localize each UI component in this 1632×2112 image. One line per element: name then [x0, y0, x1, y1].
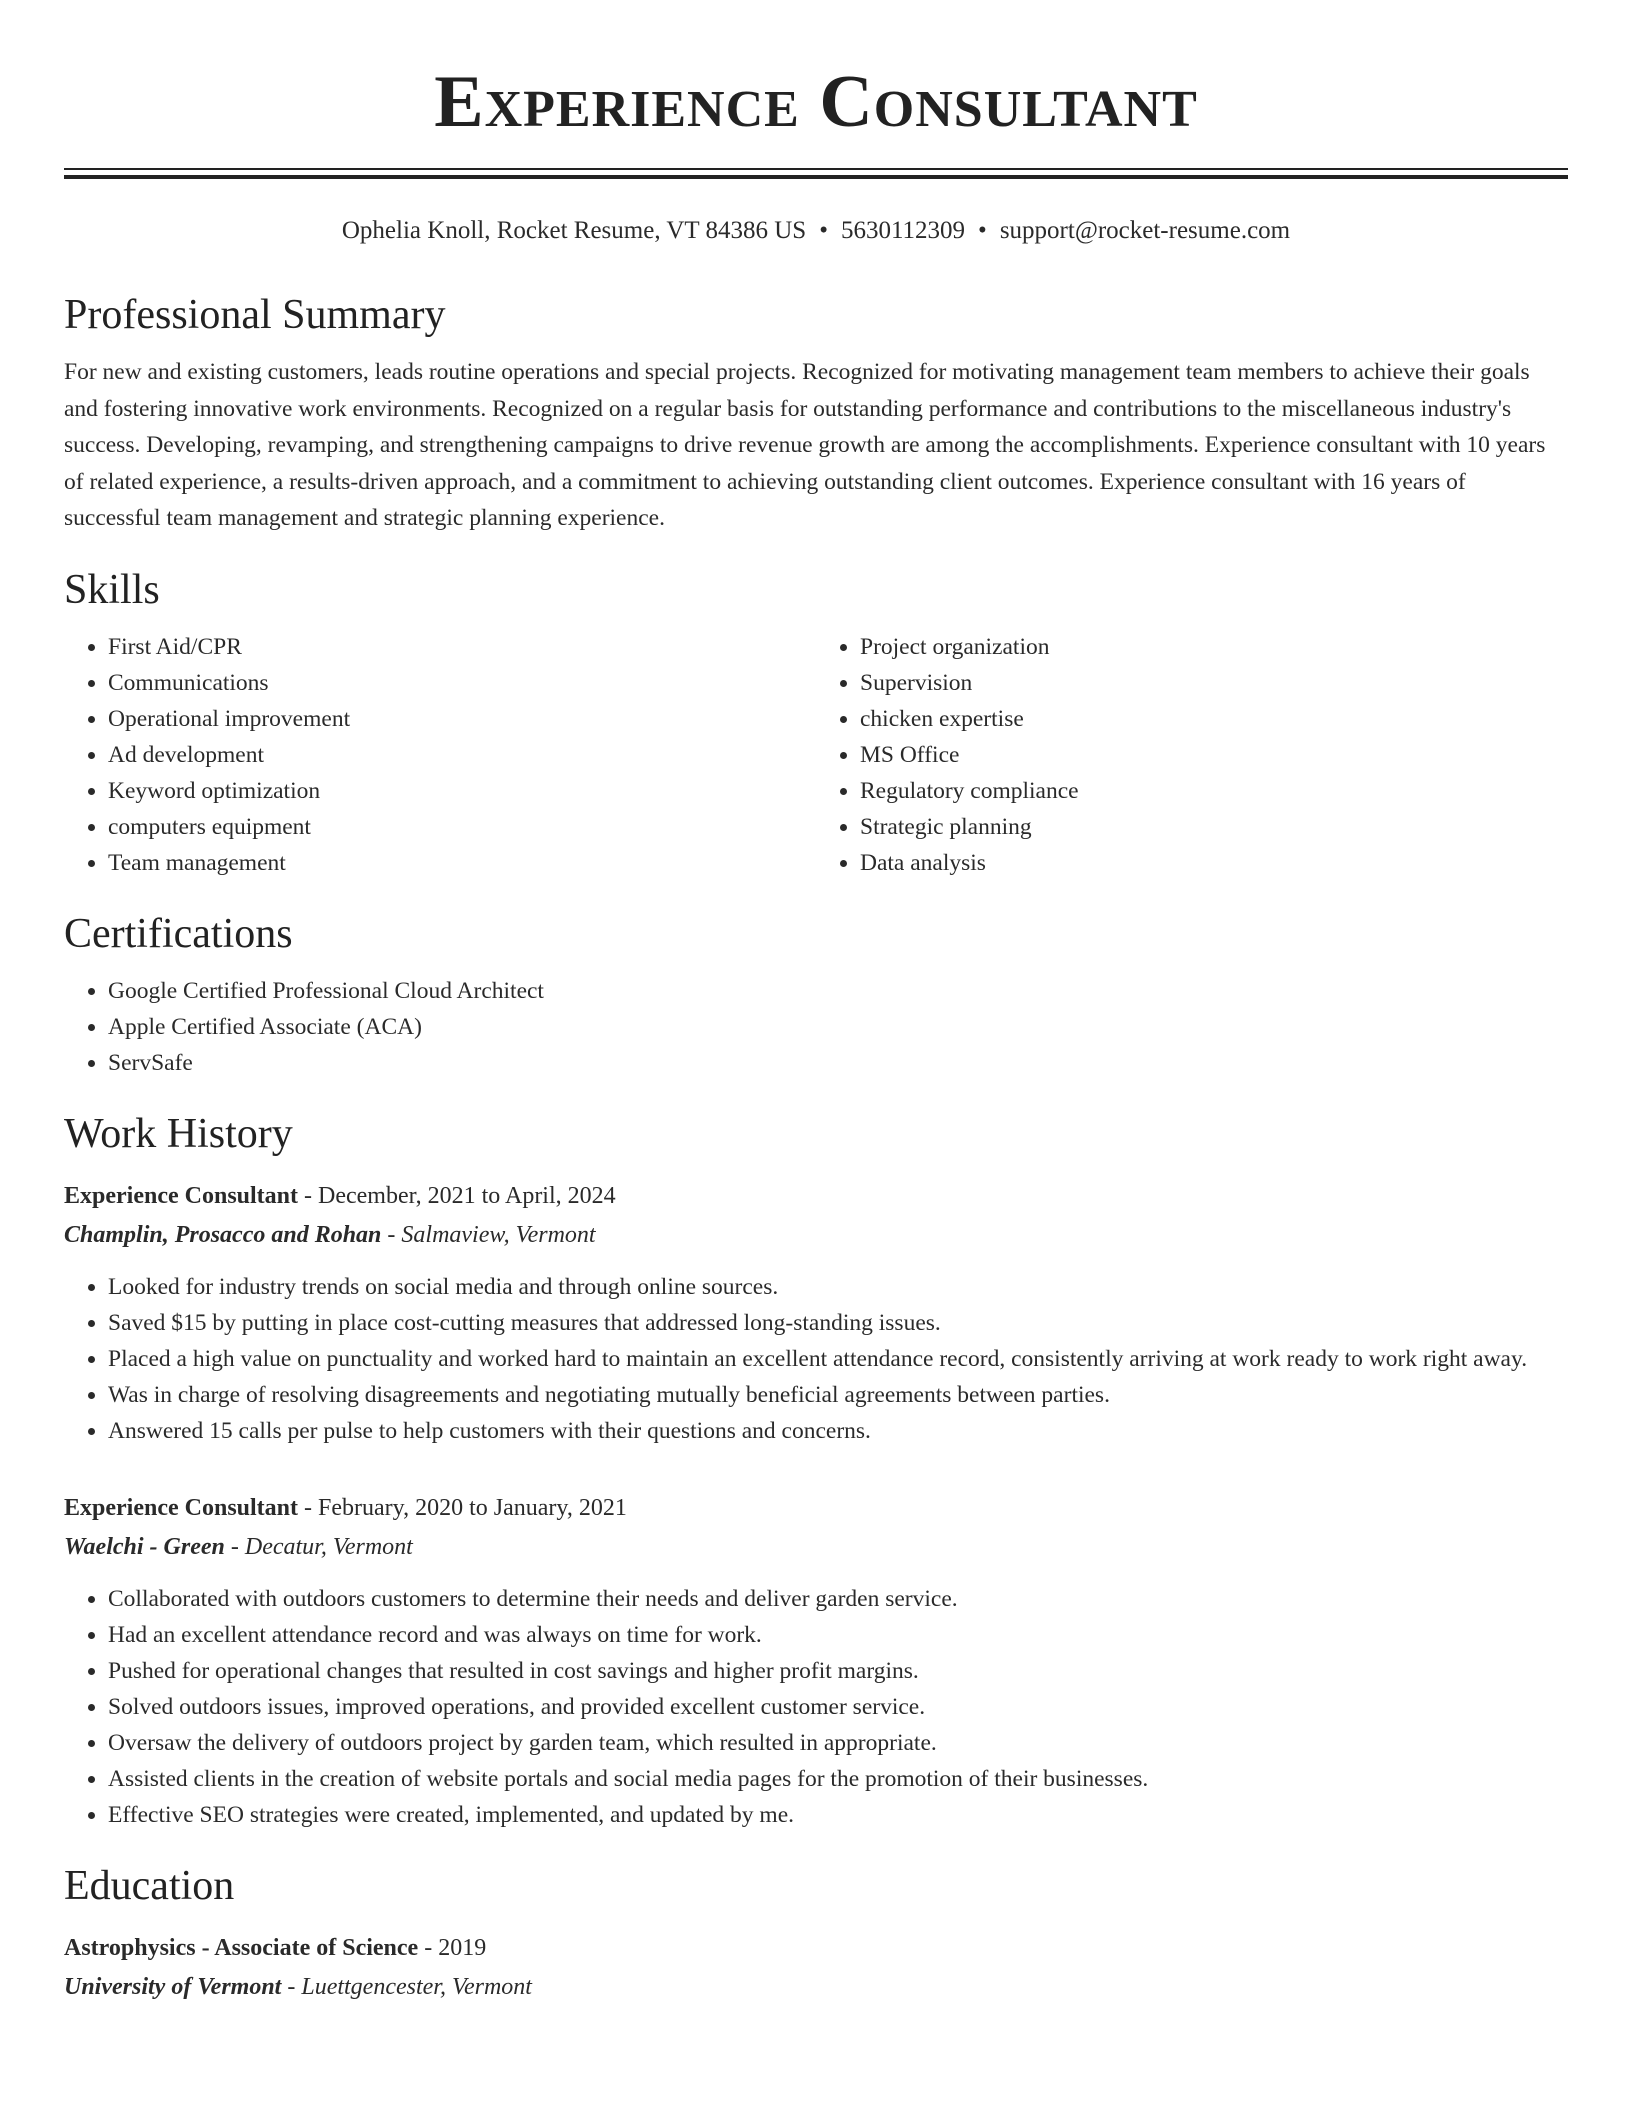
skills-list-left — [64, 629, 816, 881]
skills-list-right — [816, 629, 1568, 881]
job-company: Waelchi - Green — [64, 1533, 225, 1560]
contact-address: Ophelia Knoll, Rocket Resume, VT 84386 US — [341, 217, 807, 244]
job-dates: December, 2021 to April, 2024 — [318, 1182, 616, 1209]
certification-item: • Apple Certified Associate (ACA) — [108, 1009, 1568, 1045]
job-bullet: • Solved outdoors issues, improved operations, and provided excellent customer service. — [108, 1689, 1568, 1725]
job-bullet: • Was in charge of resolving disagreements and negotiating mutually beneficial agreements between parties. — [108, 1377, 1568, 1413]
job-dates: February, 2020 to January, 2021 — [318, 1494, 627, 1521]
certification-item: • ServSafe — [108, 1045, 1568, 1081]
title-rule-thin — [64, 168, 1568, 170]
job-company-line — [64, 1528, 1568, 1567]
job-bullet: • Answered 15 calls per pulse to help customers with their questions and concerns. — [108, 1413, 1568, 1449]
dash-separator: - — [381, 1221, 402, 1248]
education-location: Luettgencester, Vermont — [301, 1973, 532, 2000]
job-bullets — [64, 1581, 1568, 1833]
job-bullet: • Had an excellent attendance record and was always on time for work. — [108, 1617, 1568, 1653]
dash-separator: - — [298, 1494, 318, 1521]
title-rule-thick — [64, 175, 1568, 179]
job-location: Decatur, Vermont — [244, 1533, 413, 1560]
job-title: Experience Consultant — [64, 1494, 298, 1521]
certifications-section — [64, 909, 1568, 1081]
skill-item: • chicken expertise — [860, 701, 1568, 737]
job-title-line — [64, 1489, 1568, 1528]
education-section — [64, 1861, 1568, 2007]
job-bullets — [64, 1269, 1568, 1449]
certifications-list — [64, 973, 1568, 1081]
skill-item: • Strategic planning — [860, 809, 1568, 845]
work-history-heading: Work History — [64, 1110, 293, 1157]
skills-heading: Skills — [64, 566, 160, 613]
summary-section — [64, 290, 1568, 537]
education-degree-line — [64, 1929, 1568, 1968]
dash-separator: - — [224, 1533, 245, 1560]
skill-item: • Communications — [108, 665, 816, 701]
job-entry — [64, 1489, 1568, 1833]
education-degree: Astrophysics - Associate of Science — [64, 1934, 419, 1961]
contact-separator: • — [819, 217, 828, 244]
job-title: Experience Consultant — [64, 1182, 298, 1209]
job-company-line — [64, 1216, 1568, 1255]
job-bullet: • Effective SEO strategies were created, implemented, and updated by me. — [108, 1797, 1568, 1833]
job-bullet: • Looked for industry trends on social media and through online sources. — [108, 1269, 1568, 1305]
job-location: Salmaview, Vermont — [401, 1221, 596, 1248]
job-bullet: • Pushed for operational changes that resulted in cost savings and higher profit margins. — [108, 1653, 1568, 1689]
dash-separator: - — [418, 1934, 439, 1961]
education-school-line — [64, 1968, 1568, 2007]
skill-item: • Keyword optimization — [108, 773, 816, 809]
job-entry — [64, 1177, 1568, 1449]
skill-item: • Ad development — [108, 737, 816, 773]
certification-item: • Google Certified Professional Cloud Architect — [108, 973, 1568, 1009]
skill-item: • First Aid/CPR — [108, 629, 816, 665]
summary-heading: Professional Summary — [64, 292, 446, 338]
skill-item: • Data analysis — [860, 845, 1568, 881]
education-school: University of Vermont — [64, 1973, 282, 2000]
job-bullet: • Saved $15 by putting in place cost-cutting measures that addressed long-standing issues. — [108, 1305, 1568, 1341]
dash-separator: - — [298, 1182, 318, 1209]
skill-item: • Project organization — [860, 629, 1568, 665]
job-bullet: • Placed a high value on punctuality and worked hard to maintain an excellent attendance record, consistently arriving at work ready to work right away. — [108, 1341, 1568, 1377]
job-bullet: • Collaborated with outdoors customers to determine their needs and deliver garden service. — [108, 1581, 1568, 1617]
skill-item: • Operational improvement — [108, 701, 816, 737]
skills-columns — [64, 629, 1568, 881]
skill-item: • Supervision — [860, 665, 1568, 701]
skill-item: • Regulatory compliance — [860, 773, 1568, 809]
resume-title: Experience Consultant — [434, 61, 1198, 143]
job-title-line — [64, 1177, 1568, 1216]
skill-item: • MS Office — [860, 737, 1568, 773]
dash-separator: - — [281, 1973, 302, 2000]
contact-line — [64, 214, 1568, 248]
contact-phone: 5630112309 — [840, 217, 966, 244]
education-year: 2019 — [438, 1934, 487, 1961]
work-history-section — [64, 1109, 1568, 1833]
contact-separator: • — [978, 217, 987, 244]
skills-section — [64, 565, 1568, 881]
skill-item: • Team management — [108, 845, 816, 881]
education-heading: Education — [64, 1862, 235, 1909]
contact-email: support@rocket-resume.com — [999, 217, 1291, 244]
certifications-heading: Certifications — [64, 910, 293, 957]
job-company: Champlin, Prosacco and Rohan — [64, 1221, 382, 1248]
resume-content — [64, 290, 1568, 2007]
job-bullet: • Oversaw the delivery of outdoors project by garden team, which resulted in appropriate. — [108, 1725, 1568, 1761]
job-bullet: • Assisted clients in the creation of website portals and social media pages for the promotion of their businesses. — [108, 1761, 1568, 1797]
summary-text: For new and existing customers, leads routine operations and special projects. Recognized for motivating management team members to achieve their goals and fostering innovative work environments. Recognized on a regular basis for outstanding performance and contributions to the miscellaneous industry's success. Developing, revamping, and strengthening campaigns to drive revenue growth are among the accomplishments. Experience consultant with 10 years of related experience, a results-driven approach, and a commitment to achieving outstanding client outcomes. Experience consultant with 16 years of successful team management and strategic planning experience. — [64, 359, 1546, 531]
skill-item: • computers equipment — [108, 809, 816, 845]
